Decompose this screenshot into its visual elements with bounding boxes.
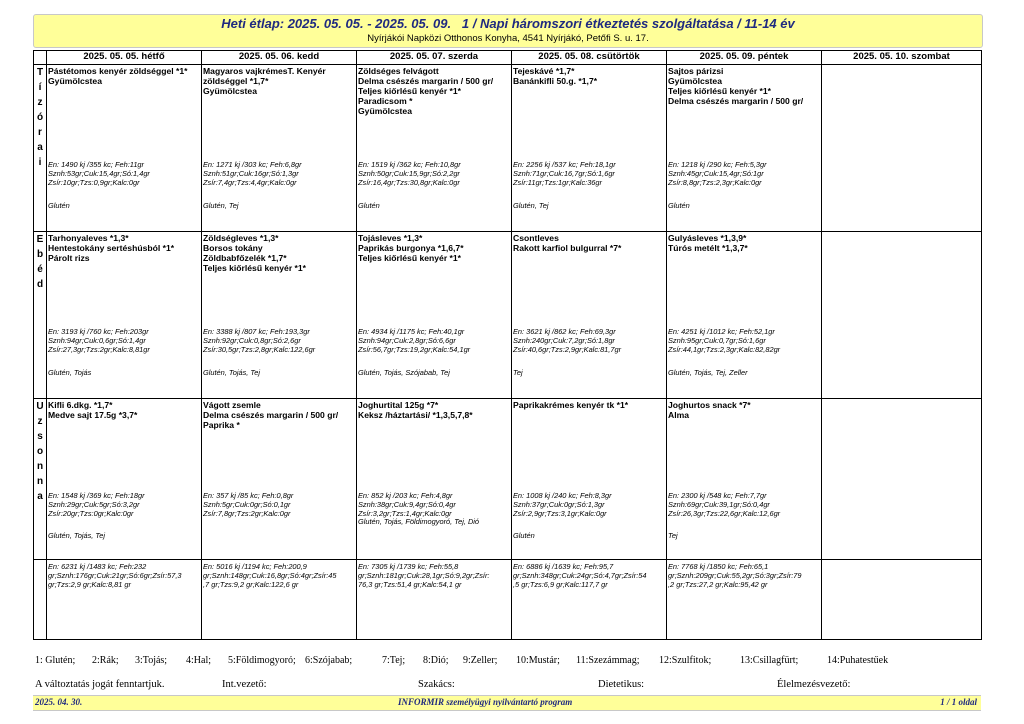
footer-bar (33, 695, 981, 711)
nutrition-line: Zsír:44,1gr;Tzs:2,3gr;Kalc:82,82gr (668, 345, 781, 355)
total-line: En: 7305 kj /1739 kc; Feh:55,8 (358, 562, 459, 572)
menu-item: Gyümölcstea (358, 106, 412, 117)
dietitian-signature-label: Dietetikus: (598, 679, 645, 690)
nutrition-line: Zsír:26,3gr;Tzs:22,6gr;Kalc:12,6gr (668, 509, 781, 519)
menu-item: Sajtos párizsi (668, 66, 724, 77)
rights-notice: A változtatás jogát fenntartjuk. (35, 679, 165, 690)
menu-item: Vágott zsemle (203, 400, 261, 411)
menu-items (48, 66, 200, 86)
nutrition-info (203, 327, 356, 354)
allergen-list: Glutén, Tej (203, 201, 239, 211)
menu-cell (202, 65, 357, 232)
menu-item: Medve sajt 17.5g *3,7* (48, 410, 138, 421)
meal-type-letter: r (38, 127, 42, 139)
menu-item: Tojásleves *1,3* (358, 233, 423, 244)
daily-total-nutrition (358, 562, 511, 589)
nutrition-line: En: 852 kj /203 kc; Feh:4,8gr (358, 491, 453, 501)
nutrition-line: Sznh:95gr;Cuk:0,7gr;Só:1,6gr (668, 336, 766, 346)
manager-signature-label: Int.vezető: (222, 679, 267, 690)
meal-row-tizorai (34, 65, 982, 232)
catering-signature-label: Élelmezésvezető: (777, 679, 851, 690)
allergen-list: Glutén (513, 531, 535, 541)
meal-type-letter: a (37, 142, 43, 154)
nutrition-line: Sznh:92gr;Cuk:0,8gr;Só:2,6gr (203, 336, 301, 346)
meal-type-letter: í (38, 82, 42, 94)
menu-cell (357, 65, 512, 232)
allergen-legend-item: 10:Mustár; (516, 655, 560, 666)
daily-total-cell (667, 560, 822, 640)
total-line: ,2 gr;Tzs:27,2 gr;Kalc:95,42 gr (668, 580, 768, 590)
signature-line (35, 679, 985, 693)
nutrition-info (48, 491, 201, 518)
daily-total-nutrition (203, 562, 356, 589)
total-line: En: 7768 kj /1850 kc; Feh:65,1 (668, 562, 769, 572)
total-line: gr;Sznh:176gr;Cuk:21gr;Só:6gr;Zsír:57,3 (48, 571, 182, 581)
allergen-legend-item: 7:Tej; (382, 655, 406, 666)
day-header: 2025. 05. 09. péntek (667, 51, 822, 65)
corner-cell (34, 51, 47, 65)
nutrition-line: Sznh:69gr;Cuk:39,1gr;Só:0,4gr (668, 500, 770, 510)
total-line: gr;Sznh:209gr;Cuk:55,2gr;Só:3gr;Zsír:79 (668, 571, 802, 581)
program-name: INFORMIR személyügyi nyilvántartó program (398, 697, 573, 707)
total-line: gr;Sznh:348gr;Cuk:24gr;Só:4,7gr;Zsír:54 (513, 571, 647, 581)
menu-items (203, 400, 355, 430)
menu-item: Csontleves (513, 233, 559, 244)
allergen-list: Glutén, Tojás, Földimogyoró, Tej, Dió (358, 517, 480, 527)
allergen-legend-item: 4:Hal; (186, 655, 211, 666)
menu-item: Delma csészés margarin / 500 gr/ (358, 76, 494, 87)
meal-type-letter: ó (36, 112, 44, 124)
cook-signature-label: Szakács: (418, 679, 455, 690)
nutrition-line: Sznh:5gr;Cuk:0gr;Só:0,1gr (203, 500, 291, 510)
menu-item: Joghurtital 125g *7* (358, 400, 439, 411)
total-line: En: 6886 kj /1639 kc; Feh:95,7 (513, 562, 614, 572)
nutrition-line: Sznh:37gr;Cuk:0gr;Só:1,3gr (513, 500, 605, 510)
menu-item: Teljes kiőrlésű kenyér *1* (358, 253, 462, 264)
nutrition-line: En: 1490 kj /355 kc; Feh:11gr (48, 160, 144, 170)
menu-cell (47, 65, 202, 232)
nutrition-line: Zsír:7,4gr;Tzs:4,4gr;Kalc:0gr (203, 178, 297, 188)
weekly-menu-table (33, 50, 982, 640)
meal-type-letter: U (36, 401, 44, 413)
meal-type-letter: z (37, 97, 43, 109)
nutrition-line: Zsír:27,3gr;Tzs:2gr;Kalc:8,81gr (48, 345, 150, 355)
nutrition-line: Zsír:3,2gr;Tzs:1,4gr;Kalc:0gr (358, 509, 452, 519)
allergen-legend-item: 6:Szójabab; (305, 655, 353, 666)
meal-type-letter: n (36, 476, 44, 488)
nutrition-line: Zsír:8,8gr;Tzs:2,3gr;Kalc:0gr (668, 178, 762, 188)
menu-item: Pástétomos kenyér zöldséggel *1* (48, 66, 188, 77)
allergen-list: Glutén (48, 201, 70, 211)
menu-item: Delma csészés margarin / 500 gr/ (668, 96, 804, 107)
menu-items (358, 400, 510, 420)
nutrition-info (513, 491, 666, 518)
menu-item: Zöldségleves *1,3* (203, 233, 279, 244)
totals-side-cell (34, 560, 47, 640)
nutrition-line: En: 1271 kj /303 kc; Feh:6,8gr (203, 160, 302, 170)
menu-item: Joghurtos snack *7* (668, 400, 751, 411)
menu-cell (202, 399, 357, 560)
page-number: 1 / 1 oldal (940, 697, 977, 707)
menu-cell (667, 232, 822, 399)
day-header: 2025. 05. 06. kedd (202, 51, 357, 65)
allergen-list: Glutén, Tojás, Tej (48, 531, 105, 541)
nutrition-line: En: 2256 kj /537 kc; Feh:18,1gr (513, 160, 616, 170)
nutrition-line: En: 1008 kj /240 kc; Feh:8,3gr (513, 491, 612, 501)
nutrition-line: Sznh:45gr;Cuk:15,4gr;Só:1gr (668, 169, 764, 179)
menu-item: Borsos tokány (203, 243, 263, 254)
menu-item: Alma (668, 410, 690, 421)
menu-item: Tejeskávé *1,7* (513, 66, 575, 77)
daily-total-cell (47, 560, 202, 640)
allergen-list: Glutén, Tojás, Tej, Zeller (668, 368, 748, 378)
allergen-list: Glutén, Tojás (48, 368, 92, 378)
allergen-list: Glutén (358, 201, 380, 211)
total-line: En: 6231 kj /1483 kc; Feh:232 (48, 562, 147, 572)
nutrition-line: Sznh:53gr;Cuk:15,4gr;Só:1,4gr (48, 169, 150, 179)
day-header: 2025. 05. 05. hétfő (47, 51, 202, 65)
menu-cell (512, 232, 667, 399)
total-line: 76,3 gr;Tzs:51,4 gr;Kalc:54,1 gr (358, 580, 462, 590)
meal-type-letter: z (37, 416, 43, 428)
allergen-legend-item: 12:Szulfitok; (659, 655, 712, 666)
meal-row-ebed (34, 232, 982, 399)
menu-item: Paprikás burgonya *1,6,7* (358, 243, 464, 254)
allergen-list: Glutén, Tojás, Szójabab, Tej (358, 368, 450, 378)
total-line: gr;Tzs:2,9 gr;Kalc:8,81 gr (48, 580, 131, 590)
allergen-list: Glutén, Tojás, Tej (203, 368, 260, 378)
nutrition-line: En: 1548 kj /369 kc; Feh:18gr (48, 491, 145, 501)
nutrition-line: En: 2300 kj /548 kc; Feh:7,7gr (668, 491, 767, 501)
nutrition-line: Sznh:94gr;Cuk:2,8gr;Só:6,6gr (358, 336, 456, 346)
nutrition-line: Sznh:38gr;Cuk:9,4gr;Só:0,4gr (358, 500, 456, 510)
menu-item: Magyaros vajkrémesT. Kenyér zöldséggel *1,7* (203, 66, 326, 87)
nutrition-line: Zsír:20gr;Tzs:0gr;Kalc:0gr (48, 509, 134, 519)
allergen-list: Glutén, Tej (513, 201, 549, 211)
allergen-legend-item: 2:Rák; (92, 655, 119, 666)
allergen-legend-item: 14:Puhatestűek (827, 655, 889, 666)
daily-total-cell (822, 560, 982, 640)
total-line: gr;Sznh:181gr;Cuk:28,1gr;Só:9,2gr;Zsír: (358, 571, 490, 581)
menu-item: Paradicsom * (358, 96, 413, 107)
menu-title: Heti étlap: 2025. 05. 05. - 2025. 05. 09. 1 / Napi háromszori étkeztetés szolgáltatása / 11-14 év (221, 16, 795, 31)
menu-cell (512, 65, 667, 232)
menu-item: Keksz /háztartási/ *1,3,5,7,8* (358, 410, 473, 421)
nutrition-line: Sznh:71gr;Cuk:16,7gr;Só:1,6gr (513, 169, 615, 179)
allergen-legend-item: 13:Csillagfürt; (740, 655, 799, 666)
menu-cell (47, 399, 202, 560)
menu-item: Paprikakrémes kenyér tk *1* (513, 400, 629, 411)
menu-cell (822, 399, 982, 560)
header-banner (33, 14, 983, 48)
menu-items (513, 400, 665, 410)
meal-type-letter: d (36, 279, 44, 291)
nutrition-line: En: 357 kj /85 kc; Feh:0,8gr (203, 491, 294, 501)
menu-items (203, 66, 355, 96)
meal-type-letter: b (36, 249, 44, 261)
nutrition-line: En: 3388 kj /807 kc; Feh:193,3gr (203, 327, 310, 337)
menu-items (513, 66, 665, 86)
menu-items (358, 66, 510, 116)
daily-total-nutrition (48, 562, 201, 589)
nutrition-line: Zsír:10gr;Tzs:0,9gr;Kalc:0gr (48, 178, 140, 188)
nutrition-info (668, 491, 821, 518)
meal-type-letter: i (38, 157, 42, 169)
menu-item: Banánkifli 50.g. *1,7* (513, 76, 598, 87)
nutrition-line: Sznh:51gr;Cuk:16gr;Só:1,3gr (203, 169, 299, 179)
menu-items (513, 233, 665, 253)
meal-type-label (34, 232, 47, 399)
nutrition-line: Zsír:16,4gr;Tzs:30,8gr;Kalc:0gr (358, 178, 460, 188)
menu-item: Paprika * (203, 420, 240, 431)
menu-cell (357, 399, 512, 560)
allergen-legend-item: 8:Dió; (423, 655, 449, 666)
kitchen-address: Nyírjákói Napközi Otthonos Konyha, 4541 Nyírjákó, Petőfi S. u. 17. (367, 33, 649, 44)
nutrition-info (358, 491, 511, 518)
nutrition-line: Sznh:50gr;Cuk:15,9gr;Só:2,2gr (358, 169, 460, 179)
nutrition-info (668, 327, 821, 354)
total-line: ,5 gr;Tzs:6,9 gr;Kalc:117,7 gr (513, 580, 608, 590)
nutrition-info (358, 327, 511, 354)
meal-type-letter: E (36, 234, 44, 246)
nutrition-line: Zsír:2,9gr;Tzs:3,1gr;Kalc:0gr (513, 509, 607, 519)
day-header: 2025. 05. 10. szombat (822, 51, 982, 65)
menu-item: Gulyásleves *1,3,9* (668, 233, 747, 244)
daily-total-nutrition (668, 562, 821, 589)
menu-item: Párolt rizs (48, 253, 90, 264)
day-header: 2025. 05. 08. csütörtök (512, 51, 667, 65)
menu-item: Zöldbabfőzelék *1,7* (203, 253, 287, 264)
meal-type-label (34, 399, 47, 560)
menu-items (358, 233, 510, 263)
nutrition-line: Zsír:7,8gr;Tzs:2gr;Kalc:0gr (203, 509, 291, 519)
nutrition-line: En: 3193 kj /760 kc; Feh:203gr (48, 327, 149, 337)
daily-total-cell (512, 560, 667, 640)
nutrition-line: Sznh:240gr;Cuk:7,2gr;Só:1,8gr (513, 336, 615, 346)
meal-type-label (34, 65, 47, 232)
allergen-legend-item: 1: Glutén; (35, 655, 76, 666)
meal-type-letter: o (36, 446, 44, 458)
meal-type-letter: T (36, 67, 44, 79)
menu-items (668, 66, 820, 106)
nutrition-line: Zsír:11gr;Tzs:1gr;Kalc:36gr (513, 178, 602, 188)
meal-type-letter: s (37, 431, 43, 443)
menu-item: Gyümölcstea (48, 76, 102, 87)
nutrition-info (203, 160, 356, 187)
nutrition-line: En: 1519 kj /362 kc; Feh:10,8gr (358, 160, 461, 170)
menu-items (668, 400, 820, 420)
menu-item: Teljes kiőrlésű kenyér *1* (358, 86, 462, 97)
day-header: 2025. 05. 07. szerda (357, 51, 512, 65)
nutrition-line: Sznh:94gr;Cuk:0,6gr;Só:1,4gr (48, 336, 146, 346)
menu-cell (357, 232, 512, 399)
allergen-list: Tej (668, 531, 678, 541)
nutrition-info (358, 160, 511, 187)
nutrition-line: Zsír:30,5gr;Tzs:2,8gr;Kalc:122,6gr (203, 345, 316, 355)
nutrition-line: Zsír:56,7gr;Tzs:19,2gr;Kalc:54,1gr (358, 345, 471, 355)
nutrition-line: En: 1218 kj /290 kc; Feh:5,3gr (668, 160, 767, 170)
allergen-list: Tej (513, 368, 523, 378)
menu-item: Gyümölcstea (668, 76, 722, 87)
allergen-legend-item: 3:Tojás; (135, 655, 168, 666)
daily-total-cell (202, 560, 357, 640)
total-line: ,7 gr;Tzs:9,2 gr;Kalc:122,6 gr (203, 580, 299, 590)
menu-cell (667, 399, 822, 560)
menu-cell (667, 65, 822, 232)
meal-type-letter: é (37, 264, 43, 276)
menu-item: Gyümölcstea (203, 86, 257, 97)
nutrition-info (48, 327, 201, 354)
menu-item: Zöldséges felvágott (358, 66, 439, 77)
nutrition-info (203, 491, 356, 518)
menu-item: Rakott karfiol bulgurral *7* (513, 243, 622, 254)
nutrition-line: En: 4251 kj /1012 kc; Feh:52,1gr (668, 327, 775, 337)
print-date: 2025. 04. 30. (35, 697, 83, 707)
nutrition-info (513, 327, 666, 354)
menu-cell (512, 399, 667, 560)
menu-cell (822, 65, 982, 232)
nutrition-info (48, 160, 201, 187)
allergen-legend-item: 5:Földimogyoró; (228, 655, 296, 666)
menu-item: Kifli 6.dkg. *1,7* (48, 400, 113, 411)
menu-item: Tarhonyaleves *1,3* (48, 233, 129, 244)
daily-totals-row (34, 560, 982, 640)
nutrition-line: En: 3621 kj /862 kc; Feh:69,3gr (513, 327, 616, 337)
nutrition-line: En: 4934 kj /1175 kc; Feh:40,1gr (358, 327, 465, 337)
menu-items (48, 400, 200, 420)
meal-type-letter: n (36, 461, 44, 473)
nutrition-line: Sznh:29gr;Cuk:5gr;Só:3,2gr (48, 500, 140, 510)
menu-items (48, 233, 200, 263)
total-line: gr;Sznh:148gr;Cuk:16,8gr;Só:4gr;Zsír:45 (203, 571, 337, 581)
menu-cell (822, 232, 982, 399)
menu-item: Teljes kiőrlésű kenyér *1* (668, 86, 772, 97)
menu-cell (202, 232, 357, 399)
total-line: En: 5016 kj /1194 kc; Feh:200,9 (203, 562, 307, 572)
allergen-legend-item: 9:Zeller; (463, 655, 498, 666)
allergen-legend-item: 11:Szezámmag; (576, 655, 640, 666)
meal-row-uzsonna (34, 399, 982, 560)
menu-cell (47, 232, 202, 399)
menu-items (668, 233, 820, 253)
nutrition-line: Zsír:40,6gr;Tzs:2,9gr;Kalc:81,7gr (513, 345, 622, 355)
nutrition-info (513, 160, 666, 187)
daily-total-nutrition (513, 562, 666, 589)
menu-items (203, 233, 355, 273)
menu-item: Túrós metélt *1,3,7* (668, 243, 748, 254)
nutrition-info (668, 160, 821, 187)
daily-total-cell (357, 560, 512, 640)
meal-type-letter: a (37, 491, 43, 503)
menu-item: Hentestokány sertéshúsból *1* (48, 243, 175, 254)
allergen-list: Glutén (668, 201, 690, 211)
day-header-row (34, 51, 982, 65)
menu-item: Teljes kiőrlésű kenyér *1* (203, 263, 307, 274)
menu-item: Delma csészés margarin / 500 gr/ (203, 410, 339, 421)
